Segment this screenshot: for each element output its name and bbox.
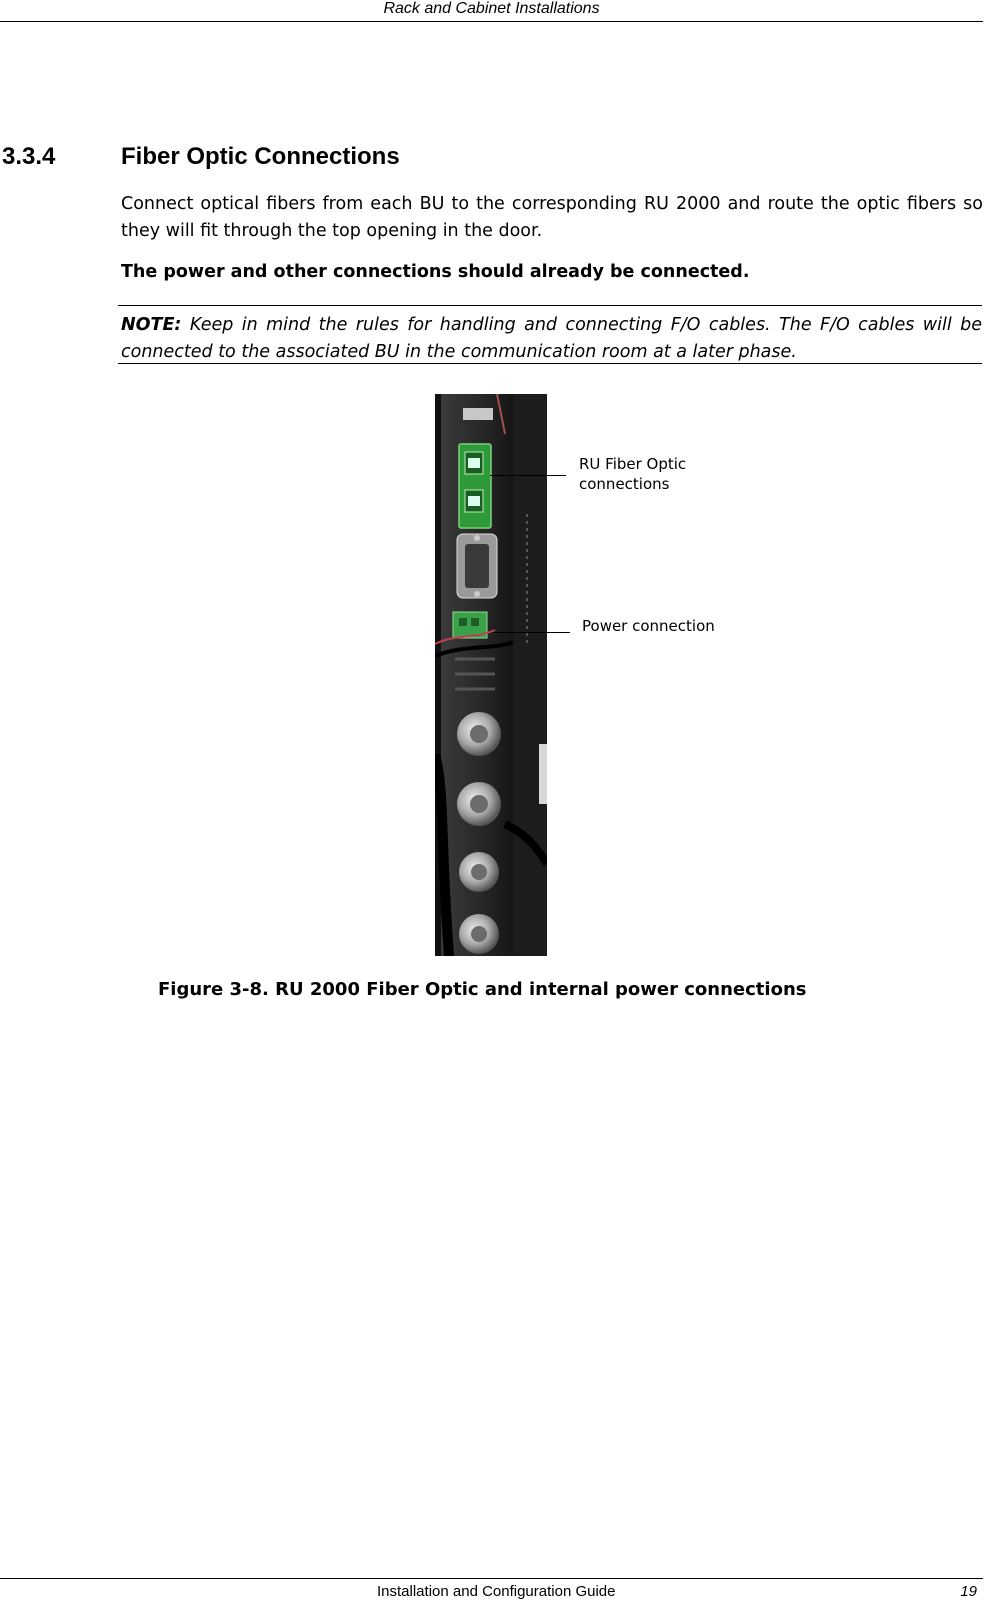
note-box xyxy=(118,305,982,364)
power-callout-label: Power connection xyxy=(582,617,715,635)
footer-guide-title: Installation and Configuration Guide xyxy=(377,1583,616,1600)
header-title: Rack and Cabinet Installations xyxy=(383,0,600,17)
ru2000-photo xyxy=(435,394,547,956)
page-number: 19 xyxy=(960,1583,977,1600)
section-title: Fiber Optic Connections xyxy=(121,143,400,170)
fiber-callout-label xyxy=(579,454,686,494)
power-callout-line xyxy=(492,632,570,633)
section-number: 3.3.4 xyxy=(2,143,56,170)
figure-caption: Figure 3-8. RU 2000 Fiber Optic and internal power connections xyxy=(158,979,807,1000)
note-text: Keep in mind the rules for handling and connecting F/O cables. The F/O cables will be connected to the associated BU in the communication room at a later phase. xyxy=(121,315,982,362)
bold-instruction: The power and other connections should already be connected. xyxy=(121,262,750,282)
note-label: NOTE: xyxy=(121,315,182,335)
fiber-callout-line1: RU Fiber Optic xyxy=(579,455,687,473)
body-paragraph: Connect optical fibers from each BU to the corresponding RU 2000 and route the optic fibers so they will fit through the top opening in the door. xyxy=(121,194,983,241)
page-header xyxy=(0,0,983,22)
fiber-callout-line2: connections xyxy=(579,475,670,493)
fiber-callout-line xyxy=(490,475,566,476)
page-footer xyxy=(0,1578,983,1602)
